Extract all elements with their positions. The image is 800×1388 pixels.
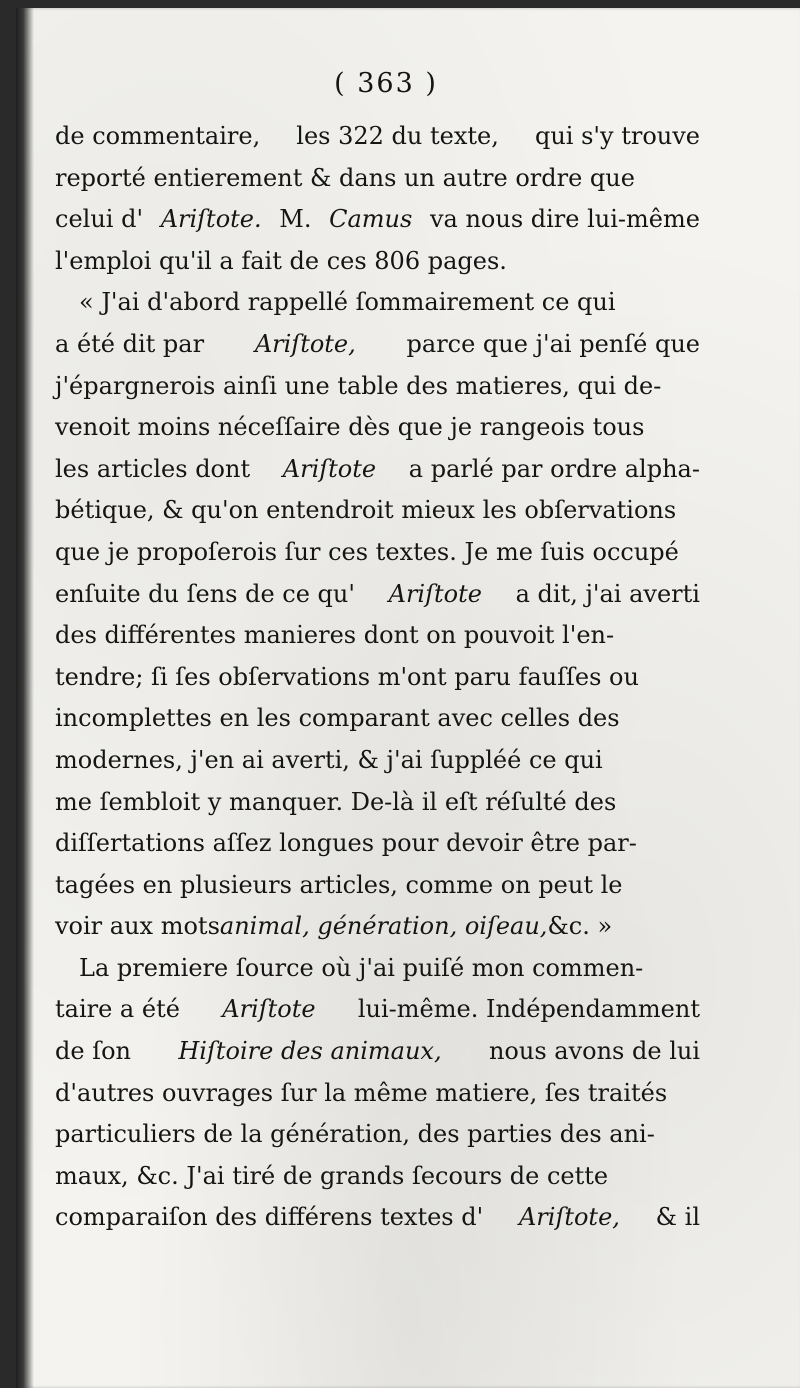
text-span: bétique, & qu'on entendroit mieux les obſervations <box>55 496 677 525</box>
italic-text: Ariſtote <box>282 454 377 483</box>
text-line <box>55 241 700 283</box>
text-line <box>55 574 700 616</box>
text-span: taire a été <box>55 995 180 1024</box>
text-span: comparaiſon des différens textes d' <box>55 1203 484 1232</box>
text-line <box>55 407 700 449</box>
text-span: tagées en plusieurs articles, comme on peut le <box>55 870 623 899</box>
text-span: voir aux mots <box>55 912 220 941</box>
text-line <box>55 158 700 200</box>
text-span: tendre; ſi ſes obſervations m'ont paru fauſſes ou <box>55 662 639 691</box>
text-span: « J'ai d'abord rappellé ſommairement ce qui <box>79 288 616 317</box>
text-span: nous avons de lui <box>488 1037 700 1066</box>
text-span: celui d' <box>55 205 144 234</box>
text-span: La premiere ſource où j'ai puiſé mon commen- <box>79 953 644 982</box>
text-span: l'emploi qu'il a fait de ces 806 pages. <box>55 246 507 275</box>
text-span: de ſon <box>55 1037 131 1066</box>
text-line <box>55 740 700 782</box>
text-span: a été dit par <box>55 329 205 358</box>
text-line <box>55 823 700 865</box>
text-line <box>55 1156 700 1198</box>
text-line <box>55 1114 700 1156</box>
text-line <box>55 532 700 574</box>
text-line <box>55 1197 700 1239</box>
text-line <box>55 282 700 324</box>
text-span: venoit moins néceſſaire dès que je rangeois tous <box>55 413 645 442</box>
italic-text: Ariſtote <box>222 995 316 1024</box>
text-line <box>55 698 700 740</box>
italic-text: animal, génération, oiſeau, <box>219 912 548 941</box>
italic-text: Ariſtote, <box>518 1203 620 1232</box>
text-span: me ſembloit y manquer. De-là il eſt réſulté des <box>55 787 617 816</box>
page-number: ( 363 ) <box>334 68 438 99</box>
text-line <box>55 1073 700 1115</box>
text-span: modernes, j'en ai averti, & j'ai ſuppléé ce qui <box>55 745 603 774</box>
text-span: &c. » <box>547 912 613 941</box>
text-line <box>55 657 700 699</box>
text-line <box>55 615 700 657</box>
text-span: qui s'y trouve <box>534 122 700 150</box>
text-span: des différentes manieres dont on pouvoit l'en- <box>55 621 615 650</box>
text-line <box>55 948 700 990</box>
italic-text: Hiſtoire des animaux, <box>178 1037 442 1066</box>
text-span: a dit, j'ai averti <box>515 579 700 608</box>
text-span: les articles dont <box>55 454 251 483</box>
text-span: j'épargnerois ainſi une table des matieres, qui de- <box>55 371 662 400</box>
text-span: maux, &c. J'ai tiré de grands ſecours de cette <box>55 1161 609 1190</box>
binding-shadow <box>16 8 34 1388</box>
text-span: diſſertations aſſez longues pour devoir être par- <box>55 829 637 858</box>
text-span: M. <box>279 205 312 234</box>
text-span: reporté entierement & dans un autre ordre que <box>55 163 635 192</box>
text-span: parce que j'ai penſé que <box>406 329 700 358</box>
italic-text: Ariſtote, <box>254 329 356 358</box>
text-line <box>55 324 700 366</box>
text-line <box>55 199 700 241</box>
text-span: & il <box>655 1203 700 1232</box>
text-line <box>55 906 700 948</box>
text-span: va nous dire lui-même <box>429 205 700 234</box>
text-span: les 322 du texte, <box>296 122 499 150</box>
text-line <box>55 490 700 532</box>
text-line <box>55 865 700 907</box>
italic-text: Ariſtote. <box>160 205 262 234</box>
italic-text: Ariſtote <box>388 579 482 608</box>
text-span: incomplettes en les comparant avec celles des <box>55 704 620 733</box>
book-page <box>16 8 800 1388</box>
text-span: enſuite du ſens de ce qu' <box>55 579 355 608</box>
text-span: lui-même. Indépendamment <box>357 995 700 1024</box>
body-text <box>55 116 700 1239</box>
text-span: a parlé par ordre alpha- <box>408 454 700 483</box>
text-span: de commentaire, <box>55 122 261 150</box>
text-line <box>55 782 700 824</box>
text-line <box>55 116 700 158</box>
text-span: particuliers de la génération, des parties des ani- <box>55 1120 655 1149</box>
text-line <box>55 989 700 1031</box>
text-span: que je propoſerois ſur ces textes. Je me ſuis occupé <box>55 537 679 566</box>
text-line <box>55 1031 700 1073</box>
text-line <box>55 366 700 408</box>
text-span: d'autres ouvrages ſur la même matiere, ſes traités <box>55 1078 668 1107</box>
text-line <box>55 449 700 491</box>
italic-text: Camus <box>329 205 413 234</box>
